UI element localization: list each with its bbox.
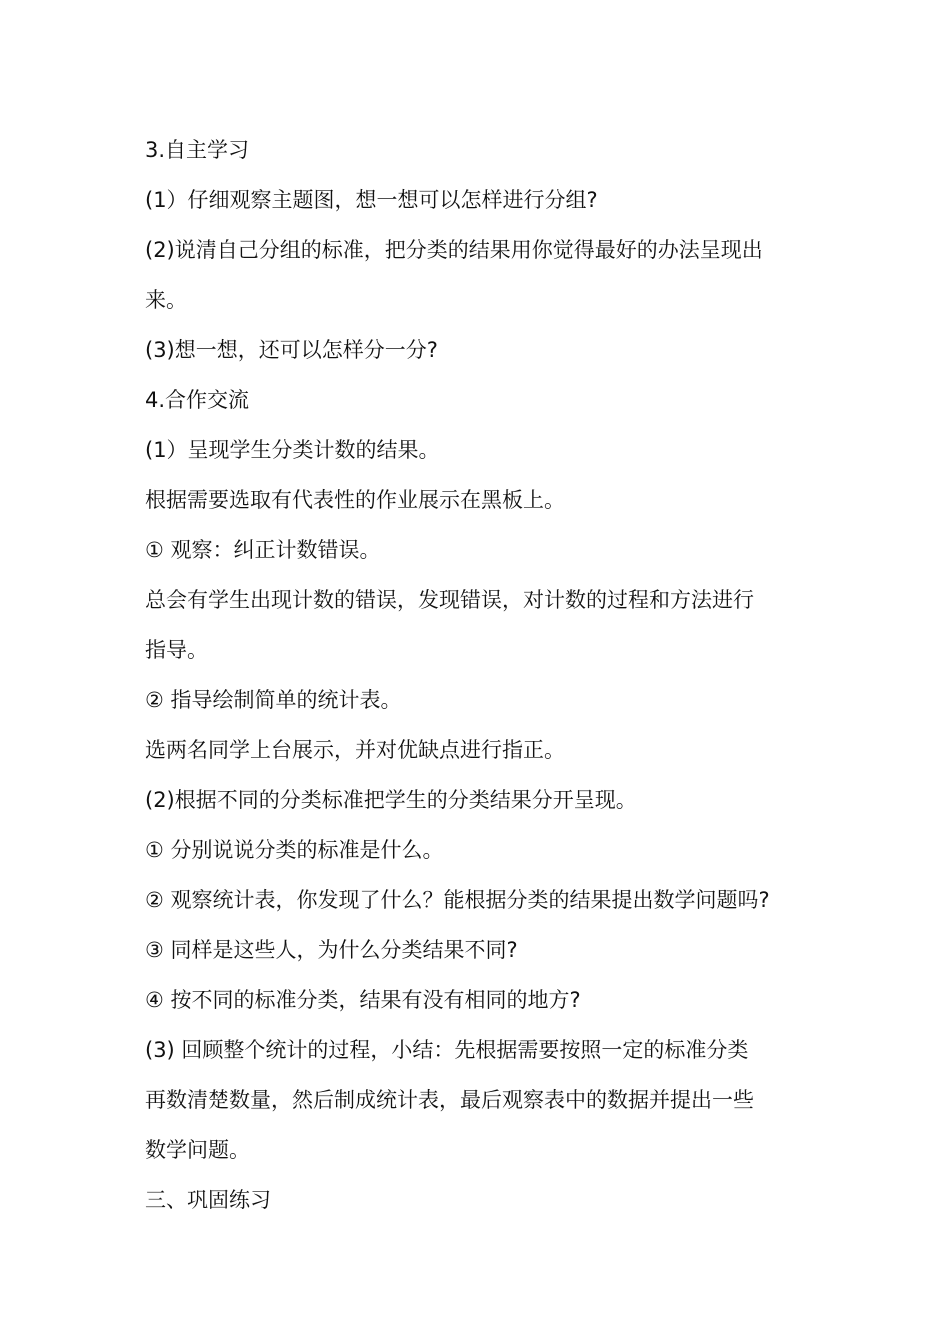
- paragraph-line: ③ 同样是这些人，为什么分类结果不同?: [145, 938, 518, 962]
- paragraph-line: ② 指导绘制简单的统计表。: [145, 688, 402, 712]
- paragraph-line: 选两名同学上台展示，并对优缺点进行指正。: [145, 738, 565, 762]
- section-heading-cooperation: 4.合作交流: [145, 388, 250, 412]
- paragraph-line: ④ 按不同的标准分类，结果有没有相同的地方?: [145, 988, 581, 1012]
- paragraph-line: 来。: [145, 288, 187, 312]
- paragraph-line: (1）仔细观察主题图，想一想可以怎样进行分组?: [145, 188, 598, 212]
- paragraph-line: (2)根据不同的分类标准把学生的分类结果分开呈现。: [145, 788, 637, 812]
- paragraph-line: (2)说清自己分组的标准，把分类的结果用你觉得最好的办法呈现出: [145, 238, 763, 262]
- paragraph-line: ① 观察：纠正计数错误。: [145, 538, 381, 562]
- paragraph-line: 数学问题。: [145, 1138, 250, 1162]
- section-heading-practice: 三、巩固练习: [145, 1188, 271, 1212]
- section-heading-self-study: 3.自主学习: [145, 138, 250, 162]
- paragraph-line: (3)想一想，还可以怎样分一分?: [145, 338, 438, 362]
- paragraph-line: 指导。: [145, 638, 208, 662]
- paragraph-line: (3) 回顾整个统计的过程，小结：先根据需要按照一定的标准分类: [145, 1038, 749, 1062]
- paragraph-line: 再数清楚数量，然后制成统计表，最后观察表中的数据并提出一些: [145, 1088, 754, 1112]
- paragraph-line: ② 观察统计表，你发现了什么？能根据分类的结果提出数学问题吗?: [145, 888, 770, 912]
- paragraph-line: ① 分别说说分类的标准是什么。: [145, 838, 444, 862]
- paragraph-line: 根据需要选取有代表性的作业展示在黑板上。: [145, 488, 565, 512]
- paragraph-line: (1）呈现学生分类计数的结果。: [145, 438, 440, 462]
- paragraph-line: 总会有学生出现计数的错误，发现错误，对计数的过程和方法进行: [145, 588, 754, 612]
- document-body: [145, 125, 810, 1225]
